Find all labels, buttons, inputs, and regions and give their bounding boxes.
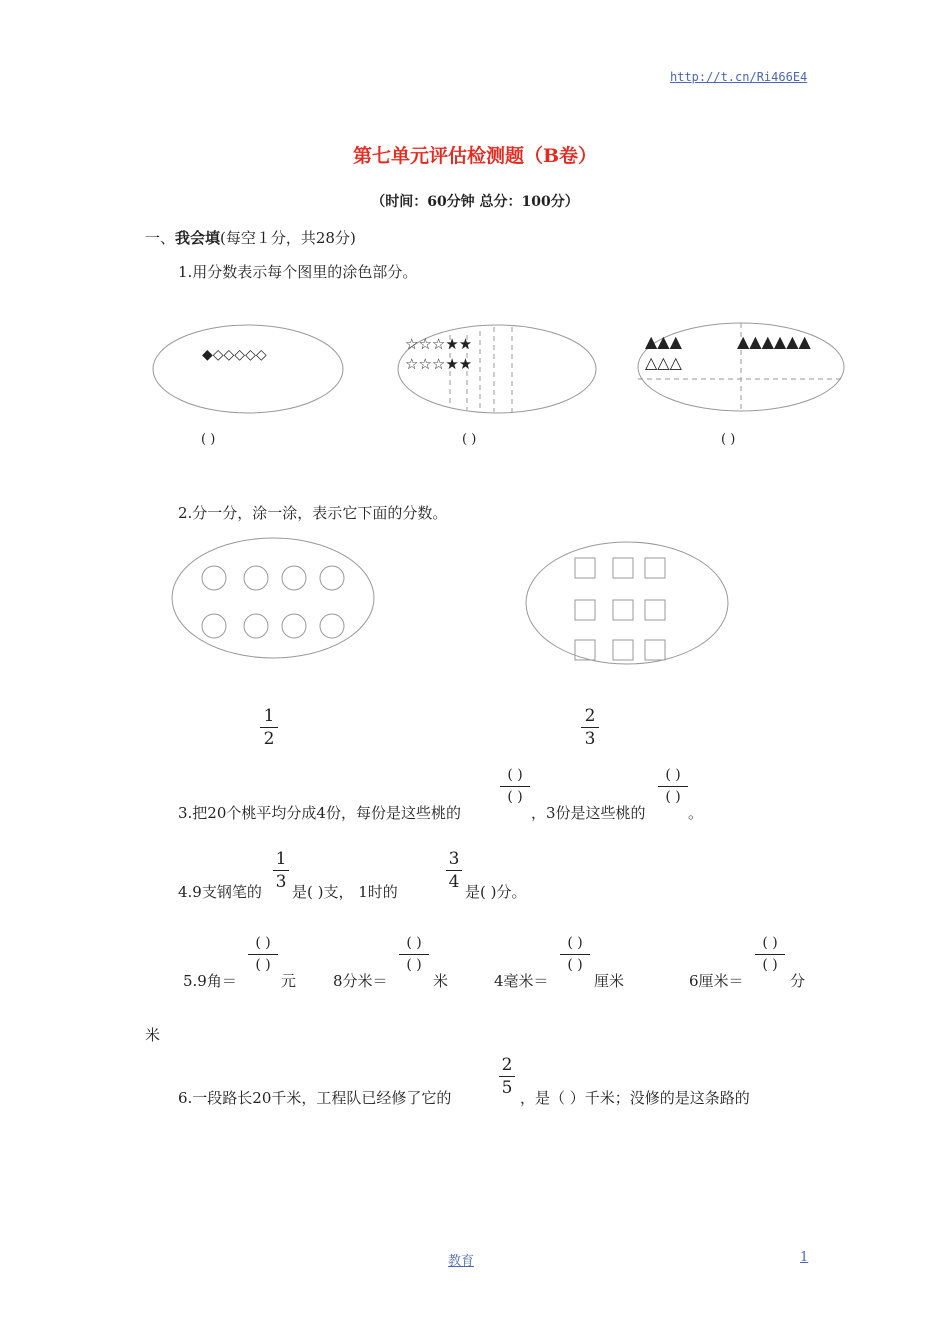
blank-denominator[interactable]: ( ) xyxy=(567,957,583,973)
question-3-text-middle: ，3份是这些桃的 xyxy=(531,804,646,822)
empty-circle xyxy=(282,614,306,638)
blank-numerator[interactable]: ( ) xyxy=(762,935,778,951)
section-title: 我会填 xyxy=(175,229,221,247)
section-number: 一、 xyxy=(145,229,176,247)
empty-circle xyxy=(320,566,344,590)
question-1-figures xyxy=(140,315,860,420)
fraction-one-half xyxy=(260,706,278,749)
empty-circle xyxy=(282,566,306,590)
q5-item-1-unit: 元 xyxy=(281,972,297,990)
fraction-denominator: 3 xyxy=(275,872,287,892)
empty-circle xyxy=(244,614,268,638)
empty-square xyxy=(575,558,595,578)
blank-numerator[interactable]: ( ) xyxy=(255,935,271,951)
empty-circle xyxy=(244,566,268,590)
fraction-numerator: 2 xyxy=(501,1055,513,1075)
question-2-figures xyxy=(170,535,730,667)
answer-blank-1[interactable]: ( ) xyxy=(201,432,216,447)
blank-fraction[interactable] xyxy=(755,934,785,975)
fraction-numerator: 1 xyxy=(263,706,275,726)
question-4-text-middle: 是( )支， 1时的 xyxy=(292,883,398,901)
empty-circle xyxy=(202,614,226,638)
q5-item-3-unit: 厘米 xyxy=(594,972,625,990)
q5-item-1-prefix: 5.9角＝ xyxy=(183,972,237,990)
blank-fraction[interactable] xyxy=(658,766,688,807)
blank-fraction[interactable] xyxy=(500,766,530,807)
oval-circles-figure xyxy=(172,538,374,658)
blank-numerator[interactable]: ( ) xyxy=(665,767,681,783)
blank-denominator[interactable]: ( ) xyxy=(762,957,778,973)
fraction-denominator: 2 xyxy=(263,729,275,749)
empty-square xyxy=(613,640,633,660)
triangle-shapes-filled-left: ▲▲▲ xyxy=(645,332,682,351)
blank-denominator[interactable]: ( ) xyxy=(665,789,681,805)
fraction-two-thirds xyxy=(581,706,599,749)
blank-numerator[interactable]: ( ) xyxy=(567,935,583,951)
question-6-text-end: ，是（ ）千米；没修的是这条路的 xyxy=(520,1089,750,1107)
empty-square xyxy=(645,558,665,578)
blank-fraction[interactable] xyxy=(560,934,590,975)
oval-figure-1 xyxy=(153,325,343,413)
fraction-denominator: 4 xyxy=(448,872,460,892)
q5-wrapped-unit: 米 xyxy=(145,1026,161,1044)
q5-item-3-prefix: 4毫米＝ xyxy=(494,972,549,990)
blank-fraction[interactable] xyxy=(248,934,278,975)
empty-square xyxy=(645,600,665,620)
answer-blank-3[interactable]: ( ) xyxy=(721,432,736,447)
star-shapes-row-1: ☆☆☆★★ xyxy=(405,335,473,353)
footer-link[interactable]: 教育 xyxy=(448,1254,475,1269)
blank-numerator[interactable]: ( ) xyxy=(406,935,422,951)
q5-item-2-unit: 米 xyxy=(433,972,449,990)
question-4-text-end: 是( )分。 xyxy=(465,883,527,901)
star-shapes-row-2: ☆☆☆★★ xyxy=(405,355,473,373)
section-note: (每空１分，共28分) xyxy=(220,229,356,247)
q5-item-4-prefix: 6厘米＝ xyxy=(689,972,744,990)
blank-denominator[interactable]: ( ) xyxy=(507,789,523,805)
answer-blank-2[interactable]: ( ) xyxy=(462,432,477,447)
q5-item-4-unit: 分 xyxy=(790,972,806,990)
question-4-text-start: 4.9支钢笔的 xyxy=(178,883,262,901)
fraction-numerator: 2 xyxy=(584,706,596,726)
question-3-text-start: 3.把20个桃平均分成4份，每份是这些桃的 xyxy=(178,804,461,822)
oval-squares-figure xyxy=(526,542,728,664)
section-heading xyxy=(145,227,356,248)
fraction-denominator: 3 xyxy=(584,729,596,749)
triangle-shapes-filled-right: ▲▲▲▲▲▲ xyxy=(737,332,811,351)
diamond-shapes: ◆◇◇◇◇◇ xyxy=(202,347,267,363)
header-url-link[interactable]: http://t.cn/Ri466E4 xyxy=(670,70,808,84)
document-title: 第七单元评估检测题（B卷） xyxy=(352,145,598,167)
empty-circle xyxy=(320,614,344,638)
question-2-text: 2.分一分，涂一涂，表示它下面的分数。 xyxy=(178,504,448,522)
empty-circle xyxy=(202,566,226,590)
empty-square xyxy=(613,558,633,578)
page-number: 1 xyxy=(800,1250,809,1265)
fraction-numerator: 3 xyxy=(448,849,460,869)
fraction-denominator: 5 xyxy=(501,1078,513,1098)
fraction-three-quarters xyxy=(446,849,462,892)
q5-item-2-prefix: 8分米＝ xyxy=(333,972,388,990)
question-3-text-end: 。 xyxy=(688,804,704,822)
empty-square xyxy=(645,640,665,660)
blank-fraction[interactable] xyxy=(399,934,429,975)
question-1-text: 1.用分数表示每个图里的涂色部分。 xyxy=(178,263,418,281)
empty-square xyxy=(575,600,595,620)
question-6-text-start: 6.一段路长20千米，工程队已经修了它的 xyxy=(178,1089,452,1107)
triangle-shapes-outline: △△△ xyxy=(645,353,682,372)
document-subtitle: （时间：60分钟 总分：100分） xyxy=(371,194,579,210)
blank-denominator[interactable]: ( ) xyxy=(255,957,271,973)
fraction-two-fifths xyxy=(499,1055,515,1098)
empty-square xyxy=(613,600,633,620)
fraction-one-third xyxy=(273,849,289,892)
fraction-numerator: 1 xyxy=(275,849,287,869)
blank-numerator[interactable]: ( ) xyxy=(507,767,523,783)
blank-denominator[interactable]: ( ) xyxy=(406,957,422,973)
